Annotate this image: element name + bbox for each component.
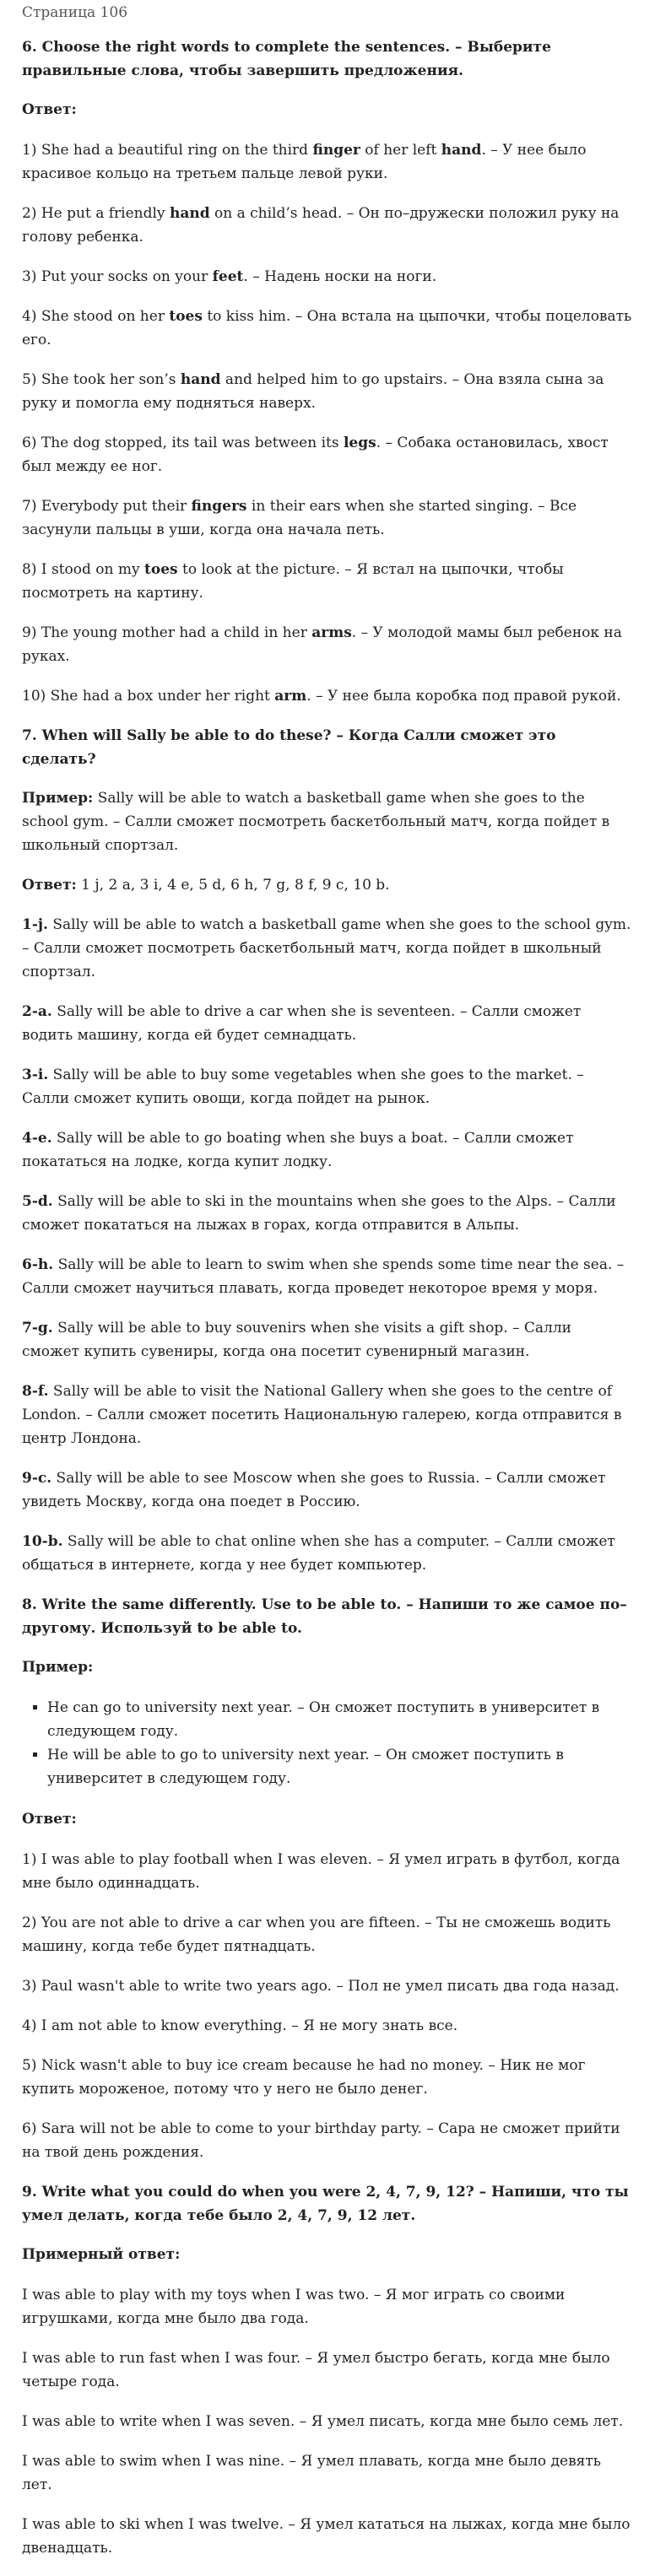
answer-item <box>22 368 633 415</box>
answer-text: . – Надень носки на ноги. <box>243 268 437 285</box>
task-8-answers <box>22 1848 633 2164</box>
answer-item <box>22 305 633 352</box>
page-header: Страница 106 <box>22 4 128 21</box>
answer-item <box>22 684 633 708</box>
answer-keyword: arm <box>274 688 307 705</box>
sentence-text: Sally will be able to go boating when she buys a boat. – Салли сможет покататься на лодке, когда купит лодку. <box>22 1130 574 1170</box>
answer-text: 2) He put a friendly <box>22 205 170 222</box>
task-6-answers <box>22 138 633 708</box>
task-8 <box>22 1593 633 2164</box>
answer-text: to look at the picture. – Я встал на цыпочки, чтобы посмотреть на картину. <box>22 561 564 602</box>
sentence-item <box>22 1126 633 1174</box>
answer-item: I was able to swim when I was nine. – Я умел плавать, когда мне было девять лет. <box>22 2453 602 2493</box>
answer-text: 8) I stood on my <box>22 561 144 578</box>
sentence-item <box>22 1063 633 1110</box>
answer-text: in their ears when she started singing. – Все засунули пальцы в уши, когда она начала петь. <box>22 498 577 538</box>
answer-text: 1) She had a beautiful ring on the third <box>22 142 313 159</box>
sentence-text: Sally will be able to buy some vegetables when she goes to the market. – Салли сможет купить овощи, когда пойдет на рынок. <box>22 1067 584 1107</box>
answer-item: I was able to write when I was seven. – Я умел писать, когда мне было семь лет. <box>22 2413 624 2430</box>
answer-text: 9) The young mother had a child in her <box>22 624 312 641</box>
answer-item: I was able to ski when I was twelve. – Я умел кататься на лыжах, когда мне было двенадцать. <box>22 2516 631 2557</box>
answer-item: 2) You are not able to drive a car when you are fifteen. – Ты не сможешь водить машину, когда тебе будет пятнадцать. <box>22 1914 611 1955</box>
answer-text: . – У нее было красивое кольцо на третьем пальце левой руки. <box>22 142 587 182</box>
answer-keyword: fingers <box>191 498 247 515</box>
answer-item: 3) Paul wasn't able to write two years ago. – Пол не умел писать два года назад. <box>22 1978 620 1995</box>
example-item: ▪ He can go to university next year. – Он сможет поступить в университет в следующем году. <box>47 1696 633 1743</box>
example-item: ▪ He will be able to go to university next year. – Он сможет поступить в университет в следующем году. <box>47 1743 633 1790</box>
task-8-heading: 8. Write the same differently. Use to be able to. – Напиши то же самое по–другому. Используй to be able to. <box>22 1596 627 1637</box>
sentence-text: Sally will be able to drive a car when she is seventeen. – Салли сможет водить машину, когда ей будет семнадцать. <box>22 1003 582 1044</box>
task-7 <box>22 724 633 1577</box>
sentence-item <box>22 1316 633 1364</box>
task-7-example-text: Sally will be able to watch a basketball game when she goes to the school gym. – Салли сможет посмотреть баскетбольный матч, когда пойдет в школьный спортзал. <box>22 790 610 854</box>
task-7-answer-text: 1 j, 2 a, 3 i, 4 e, 5 d, 6 h, 7 g, 8 f, 9 c, 10 b. <box>76 877 390 894</box>
answer-text: 10) She had a box under her right <box>22 688 275 705</box>
task-7-example-label: Пример: <box>22 790 94 807</box>
task-7-heading: 7. When will Sally be able to do these? – Когда Салли сможет это сделать? <box>22 727 556 768</box>
sentence-text: Sally will be able to see Moscow when she goes to Russia. – Салли сможет увидеть Москву, когда она поедет в Россию. <box>22 1470 606 1510</box>
answer-item <box>22 138 633 186</box>
answer-text: of her left <box>360 142 441 159</box>
answer-keyword: feet <box>212 268 244 285</box>
sentence-item <box>22 1190 633 1237</box>
sentence-key: 4-e. <box>22 1130 52 1147</box>
task-9-answer-label: Примерный ответ: <box>22 2246 181 2263</box>
sentence-key: 3-i. <box>22 1067 49 1083</box>
sentence-item <box>22 1380 633 1450</box>
answer-item <box>22 621 633 668</box>
sentence-key: 7-g. <box>22 1320 53 1337</box>
sentence-key: 10-b. <box>22 1533 63 1550</box>
sentence-text: Sally will be able to visit the National Gallery when she goes to the centre of London. – Салли сможет посетить Национальную галерею, когда отправится в центр Лондона. <box>22 1383 622 1447</box>
task-6-heading: 6. Choose the right words to complete the sentences. – Выберите правильные слова, чтобы завершить предложения. <box>22 39 551 79</box>
task-7-answer <box>22 873 633 897</box>
task-6 <box>22 35 633 708</box>
answer-item <box>22 558 633 605</box>
answer-item <box>22 265 633 289</box>
sentence-key: 9-c. <box>22 1470 52 1487</box>
sentence-item <box>22 1466 633 1514</box>
answer-text: and helped him to go upstairs. – Она взяла сына за руку и помогла ему подняться наверх. <box>22 371 604 412</box>
sentence-text: Sally will be able to chat online when she has a computer. – Салли сможет общаться в интернете, когда у нее будет компьютер. <box>22 1533 615 1574</box>
sentence-key: 1-j. <box>22 916 48 933</box>
answer-keyword: toes <box>144 561 178 578</box>
answer-keyword: toes <box>169 308 203 325</box>
sentence-item <box>22 1530 633 1577</box>
sentence-text: Sally will be able to buy souvenirs when she visits a gift shop. – Салли сможет купить сувениры, когда она посетит сувенирный магазин. <box>22 1320 571 1360</box>
answer-item <box>22 431 633 478</box>
answer-keyword: hand <box>180 371 221 388</box>
answer-item <box>22 494 633 542</box>
task-8-example-list <box>22 1696 633 1790</box>
sentence-text: Sally will be able to ski in the mountains when she goes to the Alps. – Салли сможет покататься на лыжах в горах, когда отправится в Альпы. <box>22 1193 616 1234</box>
answer-text: 4) She stood on her <box>22 308 170 325</box>
answer-text: 5) She took her son’s <box>22 371 181 388</box>
answer-keyword: hand <box>441 142 482 159</box>
task-8-answer-label: Ответ: <box>22 1811 77 1828</box>
answer-keyword: hand <box>169 205 210 222</box>
task-7-answer-label: Ответ: <box>22 877 77 894</box>
answer-item: 6) Sara will not be able to come to your birthday party. – Сара не сможет прийти на твой день рождения. <box>22 2120 620 2161</box>
sentence-item <box>22 1253 633 1300</box>
sentence-key: 5-d. <box>22 1193 53 1210</box>
task-9-answers <box>22 2283 633 2560</box>
answer-text: 7) Everybody put their <box>22 498 192 515</box>
answer-item: 5) Nick wasn't able to buy ice cream because he had no money. – Ник не мог купить мороженое, потому что у него не было денег. <box>22 2057 586 2098</box>
answer-item: 1) I was able to play football when I was eleven. – Я умел играть в футбол, когда мне было одиннадцать. <box>22 1851 620 1892</box>
answer-keyword: finger <box>312 142 360 159</box>
answer-text: . – Собака остановилась, хвост был между ее ног. <box>22 435 609 475</box>
task-6-answer-label: Ответ: <box>22 101 77 118</box>
answer-text: 3) Put your socks on your <box>22 268 213 285</box>
answer-text: 6) The dog stopped, its tail was between its <box>22 435 344 451</box>
sentence-text: Sally will be able to learn to swim when she spends some time near the sea. – Салли сможет научиться плавать, когда проведет некоторое время у моря. <box>22 1256 625 1297</box>
answer-text: on a child’s head. – Он по–дружески положил руку на голову ребенка. <box>22 205 620 246</box>
answer-text: . – У молодой мамы был ребенок на руках. <box>22 624 622 665</box>
sentence-key: 8-f. <box>22 1383 49 1400</box>
answer-item: I was able to run fast when I was four. – Я умел быстро бегать, когда мне было четыре года. <box>22 2350 610 2390</box>
task-8-example-label: Пример: <box>22 1659 94 1676</box>
answer-keyword: arms <box>311 624 352 641</box>
sentence-item <box>22 913 633 984</box>
answer-item: I was able to play with my toys when I was two. – Я мог играть со своими игрушками, когда мне было два года. <box>22 2287 566 2327</box>
answer-text: . – У нее была коробка под правой рукой. <box>306 688 621 705</box>
answer-text: to kiss him. – Она встала на цыпочки, чтобы поцеловать его. <box>22 308 632 348</box>
sentence-key: 6-h. <box>22 1256 54 1273</box>
sentence-item <box>22 1000 633 1047</box>
answer-item: 4) I am not able to know everything. – Я не могу знать все. <box>22 2017 458 2034</box>
sentence-text: Sally will be able to watch a basketball game when she goes to the school gym. – Салли сможет посмотреть баскетбольный матч, когда пойдет в школьный спортзал. <box>22 916 631 980</box>
sentence-key: 2-a. <box>22 1003 52 1020</box>
task-7-example <box>22 786 633 857</box>
task-7-sentences <box>22 913 633 1577</box>
answer-item <box>22 202 633 249</box>
task-9 <box>22 2180 633 2560</box>
answer-keyword: legs <box>343 435 376 451</box>
task-9-heading: 9. Write what you could do when you were 2, 4, 7, 9, 12? – Напиши, что ты умел делать, когда тебе было 2, 4, 7, 9, 12 лет. <box>22 2184 629 2224</box>
